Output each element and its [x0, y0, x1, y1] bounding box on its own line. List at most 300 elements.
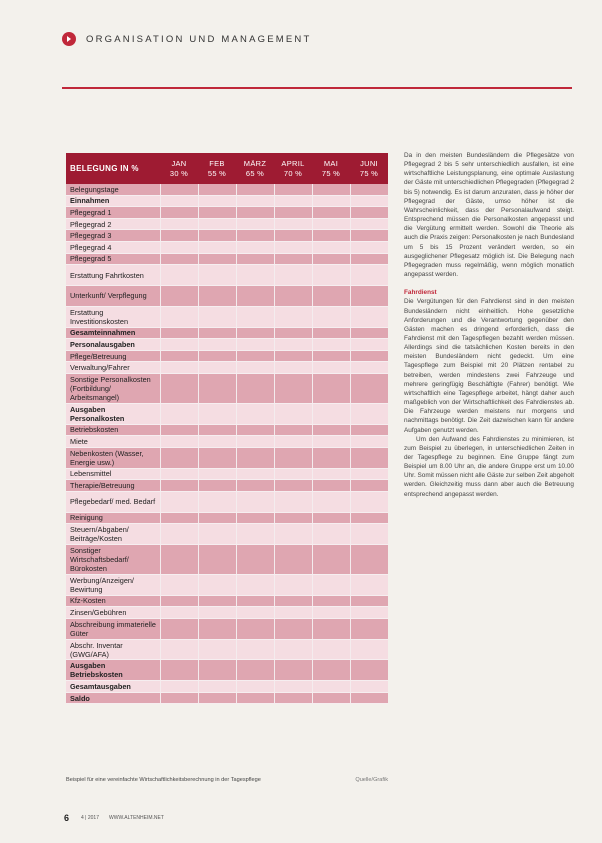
value-cell: [236, 480, 274, 491]
value-cell: [350, 404, 388, 424]
row-value-cells: [160, 425, 388, 436]
row-value-cells: [160, 524, 388, 544]
value-cell: [350, 448, 388, 468]
table-row: [66, 374, 388, 404]
value-cell: [160, 286, 198, 306]
value-cell: [198, 425, 236, 436]
value-cell: [312, 575, 350, 595]
row-label: Pflegegrad 2: [70, 219, 112, 229]
value-cell: [274, 184, 312, 195]
table-row: [66, 219, 388, 231]
month-column-header: MÄRZ 65 %: [243, 158, 267, 178]
value-cell: [312, 362, 350, 373]
row-label: Saldo: [70, 693, 90, 703]
value-cell: [160, 693, 198, 704]
row-label: Einnahmen: [70, 196, 110, 206]
value-cell: [160, 307, 198, 327]
row-label: Pflegegrad 4: [70, 242, 112, 252]
value-cell: [350, 184, 388, 195]
row-label: Pflege/Betreuung: [70, 351, 127, 361]
value-cell: [198, 619, 236, 639]
value-cell: [274, 307, 312, 327]
row-label: Ausgaben Betriebskosten: [70, 661, 123, 680]
value-cell: [198, 196, 236, 207]
value-cell: [198, 492, 236, 512]
value-cell: [274, 219, 312, 230]
row-value-cells: [160, 640, 388, 660]
value-cell: [350, 230, 388, 241]
value-cell: [350, 307, 388, 327]
row-value-cells: [160, 286, 388, 306]
value-cell: [236, 607, 274, 618]
value-cell: [312, 619, 350, 639]
value-cell: [312, 693, 350, 704]
value-cell: [160, 230, 198, 241]
value-cell: [160, 524, 198, 544]
table-row: [66, 436, 388, 448]
section-title: ORGANISATION UND MANAGEMENT: [86, 33, 312, 45]
table-row: [66, 351, 388, 363]
value-cell: [236, 374, 274, 403]
value-cell: [274, 436, 312, 447]
table-row: [66, 207, 388, 219]
value-cell: [350, 374, 388, 403]
value-cell: [160, 374, 198, 403]
row-value-cells: [160, 307, 388, 327]
row-value-cells: [160, 492, 388, 512]
row-value-cells: [160, 619, 388, 639]
table-row: [66, 619, 388, 640]
article-text-column: [404, 151, 574, 499]
row-label: Pflegegrad 3: [70, 231, 112, 241]
value-cell: [236, 425, 274, 436]
value-cell: [312, 492, 350, 512]
value-cell: [312, 254, 350, 265]
value-cell: [198, 545, 236, 574]
value-cell: [350, 339, 388, 350]
value-cell: [274, 425, 312, 436]
row-label: Pflegegrad 1: [70, 207, 112, 217]
section-bullet-icon: [62, 32, 76, 46]
value-cell: [160, 425, 198, 436]
value-cell: [236, 230, 274, 241]
value-cell: [350, 328, 388, 339]
value-cell: [236, 693, 274, 704]
table-row: [66, 339, 388, 351]
value-cell: [198, 362, 236, 373]
table-row: [66, 230, 388, 242]
value-cell: [160, 254, 198, 265]
value-cell: [198, 575, 236, 595]
value-cell: [160, 575, 198, 595]
table-row: [66, 242, 388, 254]
table-row: [66, 328, 388, 340]
month-column-header: APRIL 70 %: [281, 158, 305, 178]
row-label: Erstattung Fahrtkosten: [70, 270, 144, 280]
value-cell: [236, 328, 274, 339]
value-cell: [236, 265, 274, 285]
value-cell: [350, 436, 388, 447]
value-cell: [274, 242, 312, 253]
value-cell: [274, 207, 312, 218]
value-cell: [274, 545, 312, 574]
value-cell: [198, 307, 236, 327]
value-cell: [236, 681, 274, 692]
row-label: Miete: [70, 437, 88, 446]
value-cell: [198, 524, 236, 544]
value-cell: [236, 242, 274, 253]
value-cell: [198, 640, 236, 660]
value-cell: [160, 660, 198, 680]
value-cell: [274, 265, 312, 285]
value-cell: [236, 351, 274, 362]
value-cell: [312, 307, 350, 327]
row-value-cells: [160, 404, 388, 424]
value-cell: [312, 196, 350, 207]
row-value-cells: [160, 469, 388, 480]
row-label: Werbung/Anzeigen/ Bewirtung: [70, 575, 134, 594]
table-header: [66, 153, 388, 184]
value-cell: [198, 660, 236, 680]
row-label: Abschr. Inventar (GWG/AFA): [70, 640, 123, 659]
value-cell: [274, 196, 312, 207]
value-cell: [312, 286, 350, 306]
value-cell: [312, 374, 350, 403]
row-value-cells: [160, 184, 388, 195]
value-cell: [312, 469, 350, 480]
value-cell: [236, 339, 274, 350]
row-value-cells: [160, 681, 388, 692]
row-label: Verwaltung/Fahrer: [70, 363, 130, 373]
value-cell: [198, 339, 236, 350]
value-cell: [198, 374, 236, 403]
value-cell: [350, 242, 388, 253]
value-cell: [350, 219, 388, 230]
value-cell: [198, 469, 236, 480]
value-cell: [350, 513, 388, 524]
value-cell: [350, 575, 388, 595]
value-cell: [350, 660, 388, 680]
value-cell: [236, 660, 274, 680]
row-label: Pflegebedarf/ med. Bedarf: [70, 497, 156, 507]
value-cell: [350, 693, 388, 704]
value-cell: [160, 545, 198, 574]
table-row: [66, 607, 388, 619]
value-cell: [274, 254, 312, 265]
value-cell: [198, 328, 236, 339]
row-label: Sonstiger Wirtschaftsbedarf/ Bürokosten: [70, 545, 129, 573]
value-cell: [274, 640, 312, 660]
page-number: 6: [64, 813, 70, 823]
section-header: [62, 31, 311, 47]
row-label: Zinsen/Gebühren: [70, 608, 127, 618]
value-cell: [198, 351, 236, 362]
value-cell: [312, 480, 350, 491]
table-row: [66, 681, 388, 693]
value-cell: [350, 469, 388, 480]
row-label: Sonstige Personalkosten (Fortbildung/ Arbeitsmangel): [70, 374, 151, 402]
month-column-header: FEB 55 %: [207, 158, 227, 178]
value-cell: [350, 545, 388, 574]
value-cell: [160, 619, 198, 639]
row-label: Erstattung Investitionskosten: [70, 307, 129, 326]
table-corner-label: BELEGUNG IN %: [70, 164, 139, 173]
row-label: Gesamteinnahmen: [70, 328, 136, 338]
value-cell: [236, 596, 274, 607]
row-label: Abschreibung immaterielle Güter: [70, 619, 156, 638]
value-cell: [274, 693, 312, 704]
month-column-header: JUNI 75 %: [359, 158, 379, 178]
value-cell: [312, 545, 350, 574]
table-row: [66, 640, 388, 661]
value-cell: [198, 207, 236, 218]
value-cell: [312, 184, 350, 195]
value-cell: [236, 492, 274, 512]
table-caption: Beispiel für eine vereinfachte Wirtschaftlichkeitsberechnung in der Tagespflege: [66, 777, 261, 783]
table-row: [66, 448, 388, 469]
issue-label: 4 | 2017: [81, 815, 99, 821]
value-cell: [350, 596, 388, 607]
value-cell: [198, 184, 236, 195]
value-cell: [274, 480, 312, 491]
value-cell: [312, 448, 350, 468]
subheading: Fahrdienst: [404, 289, 437, 297]
value-cell: [198, 242, 236, 253]
row-value-cells: [160, 254, 388, 265]
value-cell: [312, 513, 350, 524]
row-label: Pflegegrad 5: [70, 254, 112, 264]
value-cell: [160, 607, 198, 618]
value-cell: [350, 640, 388, 660]
value-cell: [274, 619, 312, 639]
value-cell: [160, 362, 198, 373]
value-cell: [274, 492, 312, 512]
value-cell: [350, 492, 388, 512]
value-cell: [312, 219, 350, 230]
paragraph: Da in den meisten Bundesländern die Pflegesätze von Pflegegrad 2 bis 5 sehr unterschiedlich ausfallen, ist eine wirtschaftliche Leistungsplanung, eine optimale Auslastung der Gäste mit unterschiedlichen Pflegegraden (Pflegegrad 2 bis 5) notwendig. Es ist darum anzuraten, dass je höher der Pflegegrad der Gäste, umso höher ist die Wahrscheinlichkeit, dass der Personalaufwand steigt. Entsprechend müssen die Personalkosten angepasst und die Vergütung ermittelt werden. Sowohl die Theorie als auch die Praxis zeigen: Personalkosten je nach Bundesland um 5 bis 15 Prozent verändert werden, so ein ausgeglichener Pflegesatz möglich ist. Die Belegung nach Pflegegraden muss regelmäßig, wenn möglich monatlich angepasst werden.: [404, 152, 574, 279]
site-label: WWW.ALTENHEIM.NET: [109, 815, 164, 821]
value-cell: [198, 448, 236, 468]
value-cell: [312, 607, 350, 618]
row-value-cells: [160, 242, 388, 253]
value-cell: [198, 480, 236, 491]
row-value-cells: [160, 207, 388, 218]
table-row: [66, 404, 388, 425]
table-row: [66, 196, 388, 208]
value-cell: [160, 596, 198, 607]
value-cell: [350, 351, 388, 362]
table-row: [66, 513, 388, 525]
value-cell: [160, 339, 198, 350]
value-cell: [274, 469, 312, 480]
row-value-cells: [160, 693, 388, 704]
value-cell: [312, 596, 350, 607]
value-cell: [274, 575, 312, 595]
value-cell: [236, 469, 274, 480]
value-cell: [350, 619, 388, 639]
value-cell: [312, 660, 350, 680]
table-row: [66, 425, 388, 437]
value-cell: [274, 328, 312, 339]
table-row: [66, 660, 388, 681]
value-cell: [198, 286, 236, 306]
row-label: Lebensmittel: [70, 469, 112, 479]
row-value-cells: [160, 230, 388, 241]
value-cell: [236, 207, 274, 218]
value-cell: [274, 286, 312, 306]
value-cell: [312, 328, 350, 339]
row-value-cells: [160, 607, 388, 618]
value-cell: [350, 196, 388, 207]
value-cell: [350, 480, 388, 491]
value-cell: [198, 230, 236, 241]
value-cell: [236, 619, 274, 639]
value-cell: [312, 404, 350, 424]
table-credit: Quelle/Grafik: [355, 777, 388, 783]
value-cell: [198, 693, 236, 704]
row-value-cells: [160, 660, 388, 680]
row-value-cells: [160, 196, 388, 207]
value-cell: [350, 524, 388, 544]
row-value-cells: [160, 596, 388, 607]
value-cell: [198, 681, 236, 692]
value-cell: [350, 425, 388, 436]
row-value-cells: [160, 545, 388, 574]
value-cell: [312, 207, 350, 218]
value-cell: [160, 492, 198, 512]
table-row: [66, 362, 388, 374]
value-cell: [274, 404, 312, 424]
value-cell: [350, 286, 388, 306]
value-cell: [274, 351, 312, 362]
row-label: Nebenkosten (Wasser, Energie usw.): [70, 448, 144, 467]
value-cell: [198, 436, 236, 447]
value-cell: [198, 596, 236, 607]
row-value-cells: [160, 374, 388, 403]
value-cell: [274, 339, 312, 350]
value-cell: [274, 524, 312, 544]
row-value-cells: [160, 480, 388, 491]
paragraph: Die Vergütungen für den Fahrdienst sind in den meisten Bundesländern nicht einheitlich. Hohe gesetzliche Anforderungen und die Verantwortung gegenüber den Gästen machen es dringend erforderlich, dass die Fahrdienst mit den Tagespflegen bezahlt werden müssen. Allerdings sind die tatsächlichen Kosten bereits in den meisten Bundesländern nicht gedeckt. Um eine Tagespflege zum Beispiel mit 20 Plätzen rentabel zu betreiben, werden mindestens zwei Fahrzeuge und mehrere geringfügig Beschäftigte (Fahrer) benötigt. Wie wirtschaftlich eine Tagespflege arbeitet, hängt daher auch maßgeblich von der Wirtschaftlichkeit des Fahrdienstes ab. Die Fahrzeuge werden meistens nur morgens und nachmittags benötigt. Die Zeit dazwischen kann für andere Aufgaben genutzt werden.: [404, 298, 574, 434]
table-row: [66, 492, 388, 513]
value-cell: [160, 219, 198, 230]
row-label: Belegungstage: [70, 184, 119, 194]
value-cell: [312, 265, 350, 285]
row-label: Steuern/Abgaben/ Beiträge/Kosten: [70, 525, 129, 544]
value-cell: [160, 640, 198, 660]
value-cell: [198, 254, 236, 265]
row-label: Ausgaben Personalkosten: [70, 404, 125, 423]
row-value-cells: [160, 219, 388, 230]
value-cell: [274, 681, 312, 692]
value-cell: [274, 448, 312, 468]
table-row: [66, 265, 388, 286]
value-cell: [198, 607, 236, 618]
table-row: [66, 307, 388, 328]
table-row: [66, 184, 388, 196]
value-cell: [274, 660, 312, 680]
value-cell: [236, 436, 274, 447]
value-cell: [350, 265, 388, 285]
table-row: [66, 286, 388, 307]
row-label: Therapie/Betreuung: [70, 480, 135, 490]
value-cell: [160, 328, 198, 339]
value-cell: [160, 184, 198, 195]
value-cell: [236, 286, 274, 306]
value-cell: [312, 339, 350, 350]
value-cell: [350, 681, 388, 692]
page-footer: [64, 813, 164, 823]
row-label: Kfz-Kosten: [70, 596, 106, 606]
row-label: Betriebskosten: [70, 425, 119, 435]
row-label: Personalausgaben: [70, 339, 135, 349]
value-cell: [236, 184, 274, 195]
value-cell: [274, 596, 312, 607]
row-value-cells: [160, 513, 388, 524]
value-cell: [160, 436, 198, 447]
value-cell: [312, 242, 350, 253]
value-cell: [312, 425, 350, 436]
row-value-cells: [160, 362, 388, 373]
value-cell: [236, 524, 274, 544]
table-row: [66, 469, 388, 481]
row-value-cells: [160, 339, 388, 350]
value-cell: [274, 513, 312, 524]
value-cell: [236, 404, 274, 424]
row-label: Reinigung: [70, 513, 103, 523]
value-cell: [312, 436, 350, 447]
value-cell: [236, 575, 274, 595]
value-cell: [236, 196, 274, 207]
row-value-cells: [160, 448, 388, 468]
table-caption-row: [66, 777, 388, 783]
value-cell: [236, 513, 274, 524]
value-cell: [350, 607, 388, 618]
value-cell: [160, 196, 198, 207]
value-cell: [350, 207, 388, 218]
month-column-header: MAI 75 %: [321, 158, 341, 178]
value-cell: [160, 448, 198, 468]
value-cell: [274, 230, 312, 241]
paragraph: Um den Aufwand des Fahrdienstes zu minimieren, ist zum Beispiel zu überlegen, in unterschiedlichen Zeiten in der Tagespflege zu beginnen. Eine Gruppe fängt zum Beispiel um 8.00 Uhr an, die andere Gruppe erst um 10.00 Uhr. Somit müssen nicht alle Gäste zur selben Zeit abgeholt werden. Gleichzeitig muss dann aber auch die Betreuung entsprechend angepasst werden.: [404, 435, 574, 498]
row-label: Gesamtausgaben: [70, 682, 131, 692]
table-body: [66, 184, 388, 704]
value-cell: [236, 362, 274, 373]
value-cell: [350, 254, 388, 265]
value-cell: [198, 404, 236, 424]
value-cell: [236, 254, 274, 265]
value-cell: [236, 545, 274, 574]
table-row: [66, 693, 388, 705]
value-cell: [160, 480, 198, 491]
value-cell: [160, 351, 198, 362]
value-cell: [312, 681, 350, 692]
value-cell: [274, 362, 312, 373]
value-cell: [160, 242, 198, 253]
value-cell: [312, 524, 350, 544]
row-value-cells: [160, 351, 388, 362]
value-cell: [236, 219, 274, 230]
value-cell: [160, 404, 198, 424]
table-row: [66, 524, 388, 545]
row-value-cells: [160, 575, 388, 595]
value-cell: [312, 351, 350, 362]
row-value-cells: [160, 436, 388, 447]
row-label: Unterkunft/ Verpflegung: [70, 291, 147, 301]
table-row: [66, 254, 388, 266]
occupancy-table: [66, 153, 388, 704]
value-cell: [236, 448, 274, 468]
